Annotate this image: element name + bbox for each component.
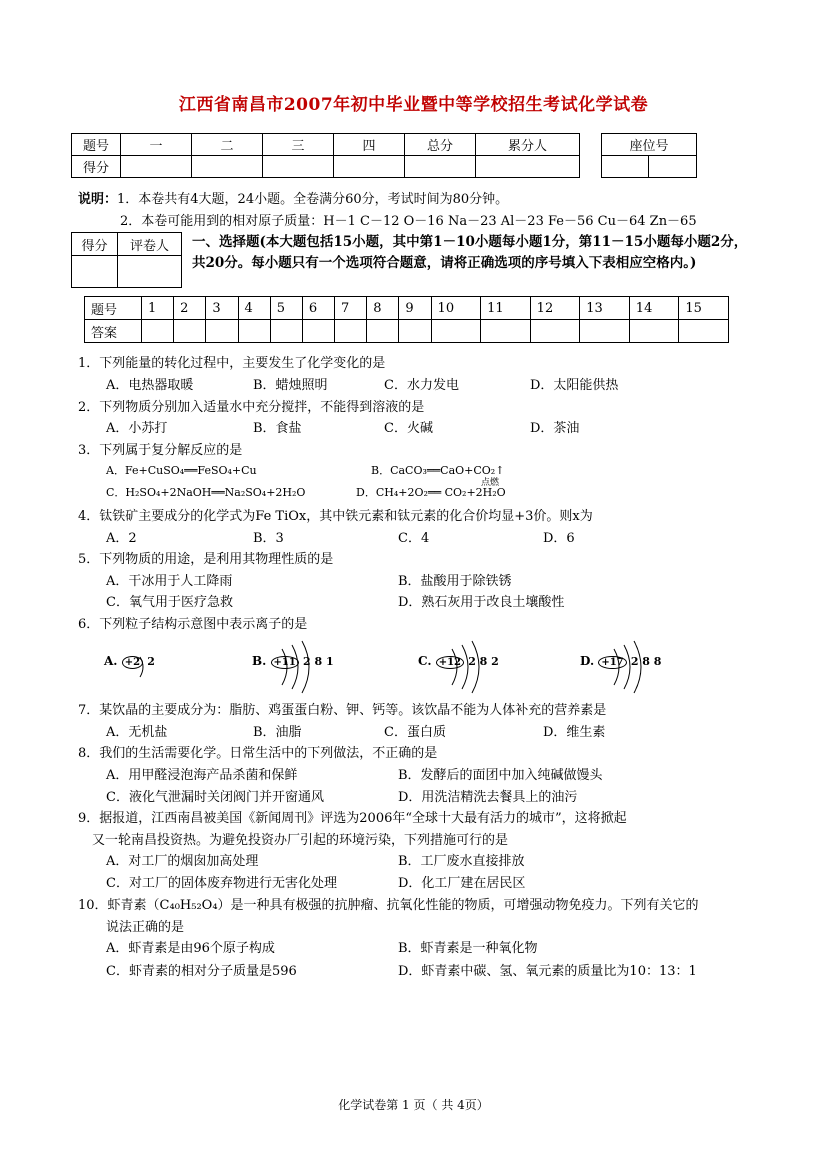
answer-header-cell: 10 (431, 297, 481, 320)
option: C．水力发电 (384, 378, 459, 393)
option: A．干冰用于人工降雨 (106, 574, 233, 589)
answer-blank[interactable] (335, 320, 367, 343)
score-cell: 累分人 (476, 134, 580, 156)
answer-header-cell: 15 (679, 297, 729, 320)
option: C．H₂SO₄+2NaOH══Na₂SO₄+2H₂O (106, 486, 306, 499)
score-blank[interactable] (476, 156, 580, 178)
question-4: 4．钛铁矿主要成分的化学式为Fe TiOx，其中铁元素和钛元素的化合价均显+3价。则x为 (78, 509, 593, 524)
option: C．对工厂的固体废弃物进行无害化处理 (106, 876, 337, 891)
score-cell: 四 (334, 134, 405, 156)
answer-header-cell: 3 (206, 297, 238, 320)
answer-header-cell: 7 (335, 297, 367, 320)
seat-blank[interactable] (602, 156, 649, 178)
option: A．对工厂的烟囱加高处理 (106, 854, 259, 869)
option: D．虾青素中碳、氢、氧元素的质量比为10：13：1 (398, 964, 697, 979)
answer-blank[interactable] (238, 320, 270, 343)
option: C．氧气用于医疗急救 (106, 595, 233, 610)
option: C．液化气泄漏时关闭阀门并开窗通风 (106, 790, 324, 805)
electron-shell-arcs (0, 635, 827, 695)
grader-score-label: 得分 (72, 233, 118, 256)
answer-header-cell: 14 (629, 297, 679, 320)
question-6: 6．下列粒子结构示意图中表示离子的是 (78, 617, 308, 632)
score-cell: 一 (121, 134, 192, 156)
score-blank[interactable] (263, 156, 334, 178)
answer-header-cell: 4 (238, 297, 270, 320)
option: B．虾青素是一种氧化物 (398, 941, 538, 956)
answer-blank[interactable] (302, 320, 334, 343)
question-3: 3．下列属于复分解反应的是 (78, 443, 243, 458)
score-cell: 三 (263, 134, 334, 156)
answer-header-cell: 12 (530, 297, 580, 320)
atom-diagram-d: D. +17 2 8 8 (580, 654, 662, 668)
answer-blank[interactable] (206, 320, 238, 343)
option: A．无机盐 (106, 725, 168, 740)
score-table (71, 133, 580, 178)
option: D．CH₄+2O₂══ CO₂+2H₂O (356, 486, 506, 499)
option: D．熟石灰用于改良土壤酸性 (398, 595, 565, 610)
option: B．油脂 (253, 725, 302, 740)
option: A．虾青素是由96个原子构成 (106, 941, 275, 956)
question-2: 2．下列物质分别加入适量水中充分搅拌，不能得到溶液的是 (78, 400, 425, 415)
answer-blank[interactable] (679, 320, 729, 343)
score-blank[interactable] (192, 156, 263, 178)
score-label: 得分 (72, 156, 121, 178)
option: B．工厂废水直接排放 (398, 854, 525, 869)
answer-header-cell: 5 (270, 297, 302, 320)
answer-header-cell: 6 (302, 297, 334, 320)
question-5: 5．下列物质的用途，是利用其物理性质的是 (78, 552, 334, 567)
question-10: 10．虾青素（C₄₀H₅₂O₄）是一种具有极强的抗肿瘤、抗氧化性能的物质，可增强动物免疫力。下列有关它的 (78, 898, 699, 913)
question-1: 1．下列能量的转化过程中，主要发生了化学变化的是 (78, 356, 386, 371)
atom-diagram-c: C. +12 2 8 2 (418, 654, 499, 668)
option: C．火碱 (384, 421, 433, 436)
question-9: 9．据报道，江西南昌被美国《新闻周刊》评选为2006年“全球十大最有活力的城市”，这将掀起 (78, 811, 627, 826)
option: A．2 (106, 531, 137, 546)
score-blank[interactable] (334, 156, 405, 178)
answer-blank[interactable] (174, 320, 206, 343)
option: D．茶油 (530, 421, 580, 436)
option: C．蛋白质 (384, 725, 446, 740)
answer-blank[interactable] (270, 320, 302, 343)
question-7: 7．某饮晶的主要成分为：脂肪、鸡蛋蛋白粉、钾、钙等。该饮晶不能为人体补充的营养素是 (78, 703, 607, 718)
score-cell: 题号 (72, 134, 121, 156)
option: B．CaCO₃══CaO+CO₂↑ (371, 464, 505, 477)
option: D．6 (543, 531, 575, 546)
question-10-cont: 说法正确的是 (106, 920, 185, 935)
answer-blank[interactable] (530, 320, 580, 343)
grader-reviewer-label: 评卷人 (118, 233, 182, 256)
option: B．食盐 (253, 421, 302, 436)
option: A．电热器取暖 (106, 378, 194, 393)
answer-row-label: 答案 (85, 320, 142, 343)
score-cell: 二 (192, 134, 263, 156)
grader-blank[interactable] (72, 256, 118, 288)
score-blank[interactable] (405, 156, 476, 178)
answer-table (84, 296, 729, 343)
question-9-cont: 又一轮南昌投资热。为避免投资办厂引起的环境污染，下列措施可行的是 (92, 833, 509, 848)
answer-header-cell: 2 (174, 297, 206, 320)
answer-header-cell: 11 (481, 297, 531, 320)
option: C．4 (398, 531, 430, 546)
option: D．维生素 (543, 725, 606, 740)
seat-label: 座位号 (602, 134, 697, 156)
seat-blank[interactable] (649, 156, 697, 178)
score-blank[interactable] (121, 156, 192, 178)
page-title: 江西省南昌市2007年初中毕业暨中等学校招生考试化学试卷 (178, 95, 649, 115)
option: D．太阳能供热 (530, 378, 619, 393)
answer-header-cell: 8 (367, 297, 399, 320)
answer-header-cell: 9 (399, 297, 431, 320)
option: B．蜡烛照明 (253, 378, 328, 393)
question-8: 8．我们的生活需要化学。日常生活中的下列做法，不正确的是 (78, 746, 438, 761)
page-footer: 化学试卷第 1 页（ 共 4页） (338, 1098, 489, 1112)
score-cell: 总分 (405, 134, 476, 156)
answer-blank[interactable] (481, 320, 531, 343)
atom-diagram-b: B. +11 2 8 1 (252, 654, 334, 668)
answer-header-cell: 1 (142, 297, 174, 320)
option: B．3 (253, 531, 284, 546)
answer-blank[interactable] (580, 320, 630, 343)
answer-blank[interactable] (367, 320, 399, 343)
grader-table (71, 232, 182, 288)
reaction-condition: 点燃 (481, 478, 500, 488)
section-heading: 一、选择题(本大题包括15小题，其中第1－10小题每小题1分，第11－15小题每小题2分，共20分。每小题只有一个选项符合题意，请将正确选项的序号填入下表相应空格内。) (192, 234, 748, 271)
option: D．化工厂建在居民区 (398, 876, 526, 891)
answer-blank[interactable] (431, 320, 481, 343)
option: C．虾青素的相对分子质量是596 (106, 964, 297, 979)
option: A．Fe+CuSO₄══FeSO₄+Cu (106, 464, 257, 477)
option: D．用洗洁精洗去餐具上的油污 (398, 790, 578, 805)
grader-blank[interactable] (118, 256, 182, 288)
option: A．用甲醛浸泡海产品杀菌和保鲜 (106, 768, 298, 783)
atom-diagram-a: A. +2 2 (104, 654, 155, 668)
notes-1: 说明：1．本卷共有4大题，24小题。全卷满分60分，考试时间为80分钟。 (78, 192, 509, 207)
answer-header-cell: 13 (580, 297, 630, 320)
option: B．盐酸用于除铁锈 (398, 574, 512, 589)
answer-blank[interactable] (629, 320, 679, 343)
option: A．小苏打 (106, 421, 168, 436)
seat-table (601, 133, 697, 178)
answer-blank[interactable] (142, 320, 174, 343)
notes-2: 2．本卷可能用到的相对原子质量：H－1 C－12 O－16 Na－23 Al－23 Fe－56 Cu－64 Zn－65 (120, 214, 697, 229)
answer-blank[interactable] (399, 320, 431, 343)
answer-header-label: 题号 (85, 297, 142, 320)
option: B．发酵后的面团中加入纯碱做馒头 (398, 768, 603, 783)
